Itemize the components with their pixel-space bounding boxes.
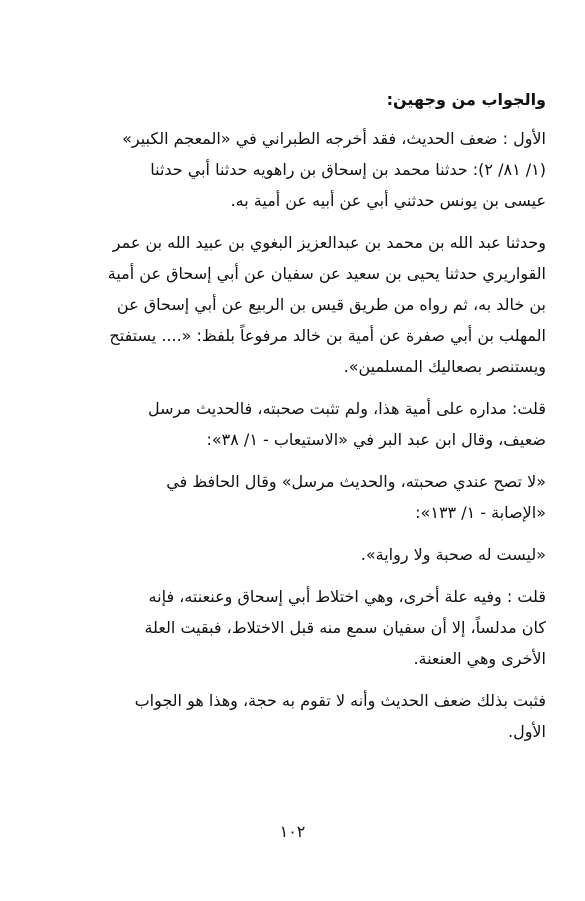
paragraph-line: قلت : وفيه علة أخرى، وهي اختلاط أبي إسحاق وعنعنته، فإنه	[148, 587, 546, 606]
paragraph-line: قلت: مداره على أمية هذا، ولم تثبت صحبته، فالحديث مرسل	[148, 399, 546, 418]
paragraph-quote-istiab	[40, 466, 546, 528]
paragraph-line: «لا تصح عندي صحبته، والحديث مرسل» وقال الحافظ في	[166, 472, 546, 491]
paragraph-line: وحدثنا عبد الله بن محمد بن عبدالعزيز البغوي بن عبيد الله بن عمر	[112, 233, 546, 252]
paragraph-line: فثبت بذلك ضعف الحديث وأنه لا تقوم به حجة، وهذا هو الجواب	[134, 691, 546, 710]
page-number: ١٠٢	[279, 822, 306, 841]
paragraph-line: بن خالد به، ثم رواه من طريق قيس بن الربيع عن أبي إسحاق عن	[116, 295, 546, 314]
paragraph-second-chain	[40, 227, 546, 382]
paragraph-line: الأول.	[507, 722, 546, 741]
paragraph-line: ويستنصر بصعاليك المسلمين».	[343, 357, 546, 376]
paragraph-line: كان مدلساً، إلا أن سفيان سمع منه قبل الاختلاط، فبقيت العلة	[144, 618, 546, 637]
paragraph-first-answer	[40, 123, 546, 216]
paragraph-line: «الإصابة - ١/ ١٣٣»:	[415, 503, 546, 522]
section-heading: والجواب من وجهين:	[386, 90, 546, 109]
paragraph-line: «ليست له صحبة ولا رواية».	[360, 545, 546, 564]
paragraph-line: ضعيف، وقال ابن عبد البر في «الاستيعاب - ١/ ٣٨»:	[206, 430, 546, 449]
paragraph-line: القواريري حدثنا يحيى بن سعيد عن سفيان عن أبي إسحاق عن أمية	[107, 264, 546, 283]
paragraph-line: (١/ ٨١/ ٢): حدثنا محمد بن إسحاق بن راهويه حدثنا أبي حدثنا	[150, 160, 546, 179]
paragraph-line: المهلب بن أبي صفرة عن أمية بن خالد مرفوعاً بلفظ: «.... يستفتح	[109, 326, 546, 345]
paragraph-conclusion	[40, 685, 546, 747]
paragraph-line: الأخرى وهي العنعنة.	[413, 649, 546, 668]
paragraph-comment-umayya	[40, 393, 546, 455]
page-body	[40, 84, 546, 758]
paragraph-line: عيسى بن يونس حدثني أبي عن أبيه عن أمية به.	[230, 191, 546, 210]
paragraph-second-defect	[40, 581, 546, 674]
paragraph-quote-isaba	[40, 539, 546, 570]
paragraph-line: الأول : ضعف الحديث، فقد أخرجه الطبراني في «المعجم الكبير»	[122, 129, 546, 148]
